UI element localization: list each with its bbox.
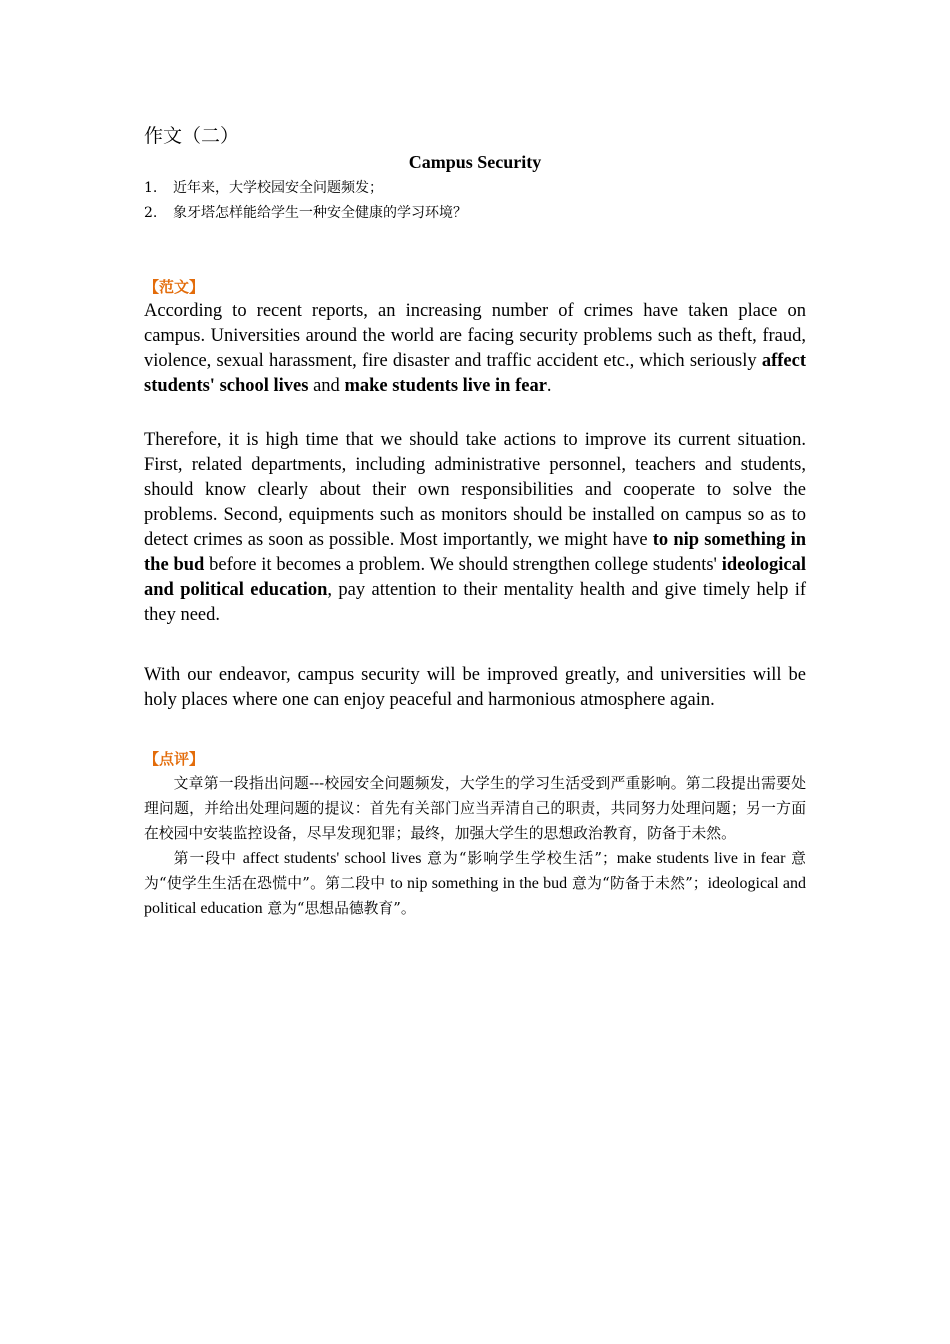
essay-paragraph-1 <box>144 299 806 399</box>
text-run: before it becomes a problem. We should strengthen college students' <box>204 555 722 575</box>
document-page <box>144 122 806 921</box>
text-run: According to recent reports, an increasing number of crimes have taken place on campus. Universities around the world are facing security problems such as theft, fraud, violence, sexual harassment, fire disaster and traffic accident etc., which seriously <box>144 301 806 371</box>
key-phrase: make students live in fear <box>344 376 547 396</box>
text-run: 第一段中 <box>173 850 243 867</box>
prompt-list <box>144 176 806 226</box>
comment-paragraph-1: 文章第一段指出问题---校园安全问题频发，大学生的学习生活受到严重影响。第二段提出需要处理问题，并给出处理问题的提议：首先有关部门应当弄清自己的职责，共同努力处理问题；另一方面在校园中安装监控设备，尽早发现犯罪；最终，加强大学生的思想政治教育，防备于未然。 <box>144 775 806 842</box>
essay-paragraph-2 <box>144 428 806 628</box>
text-run: Therefore, it is high time that we should take actions to improve its current situation. First, related departments, including administrative personnel, teachers and students, should know clearly about their own responsibilities and cooperate to solve the problems. Second, equipments such as monitors should be installed on campus so as to detect crimes as soon as possible. Most importantly, we might have <box>144 430 806 550</box>
list-item <box>144 176 806 201</box>
key-phrase: ideological and political education <box>144 555 806 600</box>
key-phrase: affect students' school lives <box>144 351 806 396</box>
essay-paragraph-3: With our endeavor, campus security will be improved greatly, and universities will be holy places where one can enjoy peaceful and harmonious atmosphere again. <box>144 665 806 710</box>
model-essay-heading: 【范文】 <box>144 278 205 296</box>
key-phrase: to nip something in the bud <box>144 530 806 575</box>
text-run: . <box>546 376 552 396</box>
list-item <box>144 201 806 226</box>
text-run: 意为“防备于未然”； <box>567 875 708 892</box>
essay-title: Campus Security <box>408 152 542 172</box>
text-run: , pay attention to their mentality health and give timely help if they need. <box>144 580 807 625</box>
text-run: 意为“影响学生学校生活”； <box>421 850 617 867</box>
prompt-number: 2. <box>144 205 158 221</box>
comment-paragraph-2 <box>144 846 806 921</box>
text-run: and <box>308 376 345 396</box>
comment-heading: 【点评】 <box>144 750 205 768</box>
prompt-text: 象牙塔怎样能给学生一种安全健康的学习环境？ <box>173 205 467 221</box>
prompt-text: 近年来，大学校园安全问题频发； <box>173 180 383 196</box>
text-run: 意为“思想品德教育”。 <box>262 900 416 917</box>
prompt-number: 1. <box>144 180 158 196</box>
phrase-en: to nip something in the bud <box>390 875 568 892</box>
phrase-en: make students live in fear <box>616 850 786 867</box>
phrase-en: affect students' school lives <box>242 850 422 867</box>
text-run: 意为“使学生生活在恐慌中”。第二段中 <box>144 850 806 892</box>
phrase-en: ideological and political education <box>144 875 806 917</box>
essay-label: 作文（二） <box>144 125 240 147</box>
